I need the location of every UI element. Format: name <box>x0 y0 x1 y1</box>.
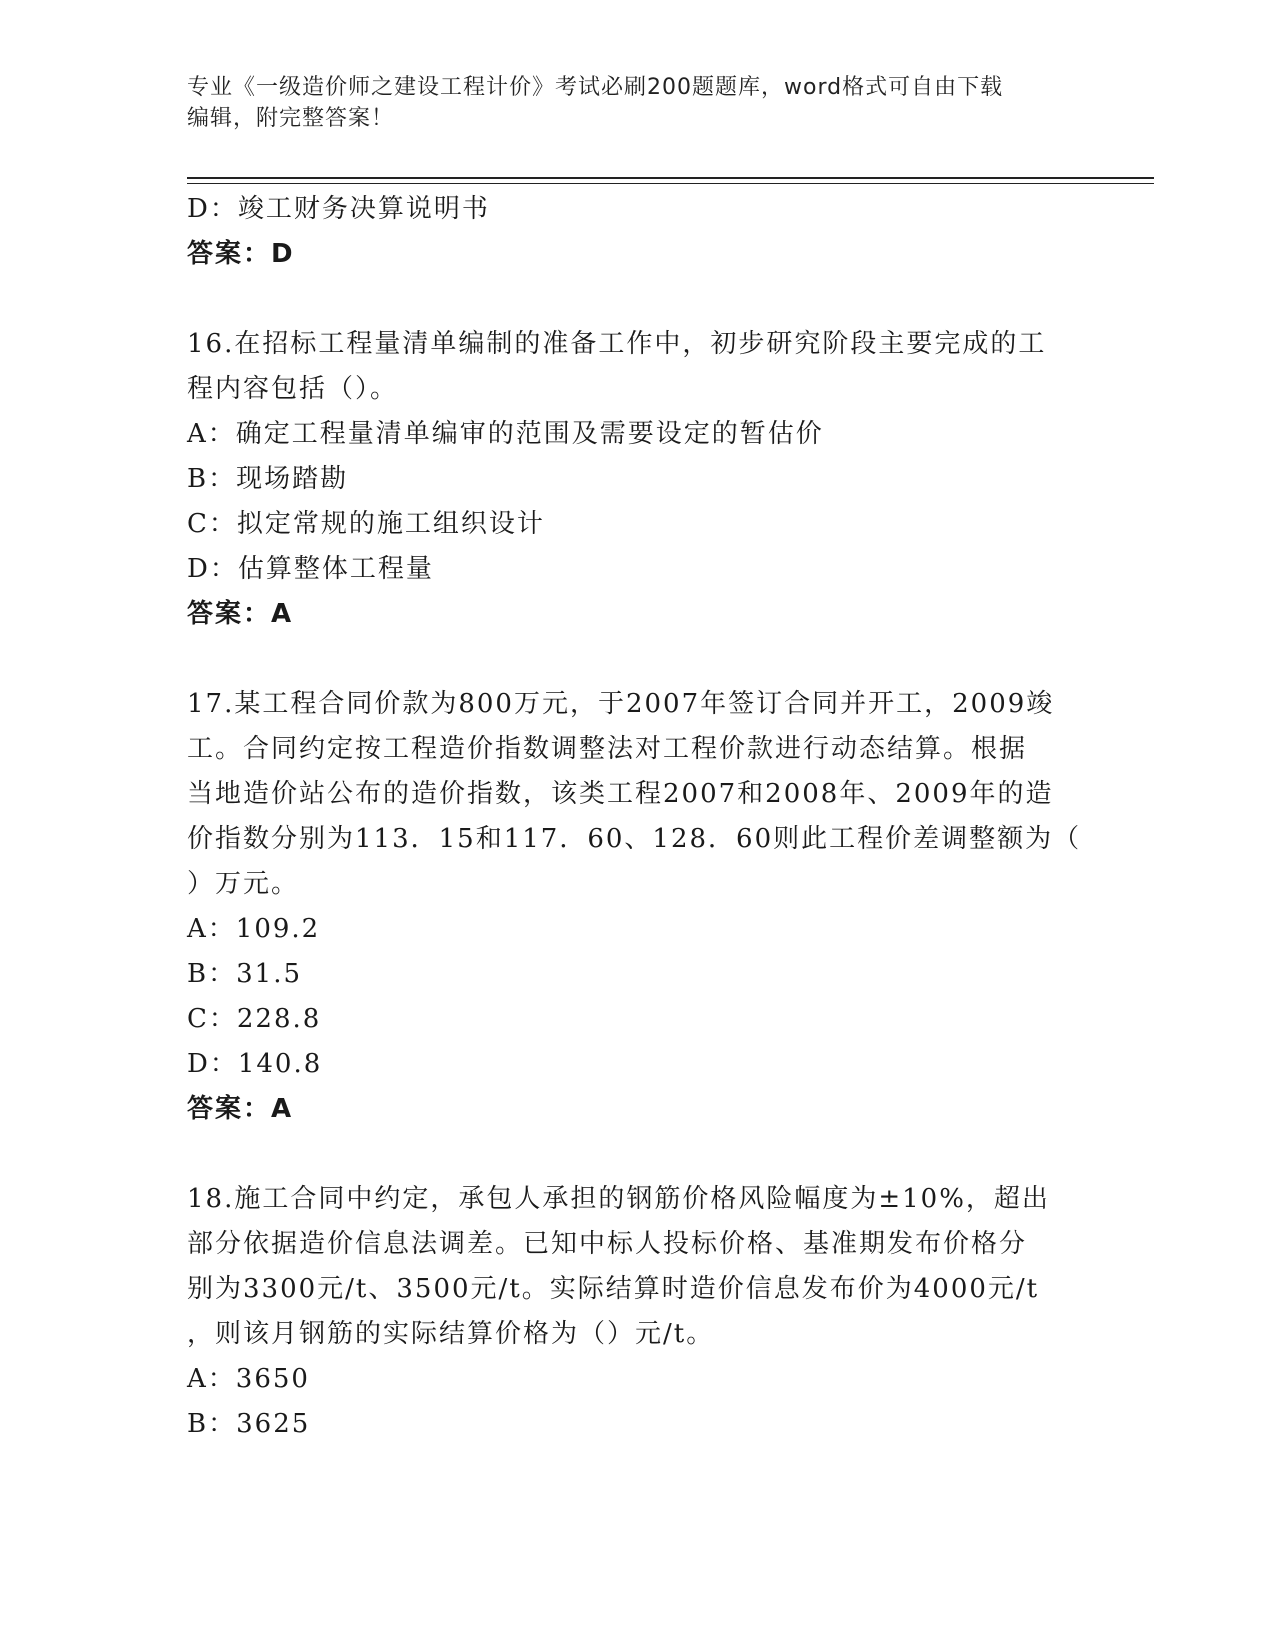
q16-option-b: B：现场踏勘 <box>187 464 349 494</box>
q17-option-a: A：109.2 <box>187 914 321 944</box>
header-line-2: 编辑，附完整答案！ <box>187 106 395 131</box>
q18-stem-line-3: 别为3300元/t、3500元/t。实际结算时造价信息发布价为4000元/t <box>187 1274 1040 1304</box>
q16-option-d: D：估算整体工程量 <box>187 554 434 584</box>
q17-option-b: B：31.5 <box>187 959 302 989</box>
q16-option-c: C：拟定常规的施工组织设计 <box>187 509 545 539</box>
q16-stem-line-1: 16.在招标工程量清单编制的准备工作中，初步研究阶段主要完成的工 <box>187 329 1047 359</box>
q15-answer: 答案：D <box>187 239 295 269</box>
q18-option-b: B：3625 <box>187 1409 311 1439</box>
q15-option-d: D：竣工财务决算说明书 <box>187 194 490 224</box>
spacer <box>187 1132 1067 1177</box>
q17-option-d: D：140.8 <box>187 1049 323 1079</box>
q18-stem-line-4: ，则该月钢筋的实际结算价格为（）元/t。 <box>187 1319 715 1349</box>
q16-option-a: A：确定工程量清单编审的范围及需要设定的暂估价 <box>187 419 824 449</box>
spacer <box>187 277 1067 322</box>
q17-option-c: C：228.8 <box>187 1004 322 1034</box>
header-rule-thin <box>187 183 1154 184</box>
q16-answer: 答案：A <box>187 599 294 629</box>
q17-answer: 答案：A <box>187 1094 294 1124</box>
q16-stem-line-2: 程内容包括（）。 <box>187 374 399 404</box>
q18-stem-line-2: 部分依据造价信息法调差。已知中标人投标价格、基准期发布价格分 <box>187 1229 1028 1259</box>
question-content <box>187 187 1082 1447</box>
q17-stem-line-2: 工。合同约定按工程造价指数调整法对工程价款进行动态结算。根据 <box>187 734 1028 764</box>
spacer <box>187 637 1067 682</box>
header-rule-thick <box>187 177 1154 179</box>
q17-stem-line-4: 价指数分别为113．15和117．60、128．60则此工程价差调整额为（ <box>187 824 1082 854</box>
q17-stem-line-3: 当地造价站公布的造价指数，该类工程2007和2008年、2009年的造 <box>187 779 1054 809</box>
header-line-1: 专业《一级造价师之建设工程计价》考试必刷200题题库，word格式可自由下载 <box>187 75 1004 100</box>
q18-stem-line-1: 18.施工合同中约定，承包人承担的钢筋价格风险幅度为±10%，超出 <box>187 1184 1050 1214</box>
q17-stem-line-5: ）万元。 <box>187 869 300 899</box>
q17-stem-line-1: 17.某工程合同价款为800万元，于2007年签订合同并开工，2009竣 <box>187 689 1055 719</box>
q18-option-a: A：3650 <box>187 1364 310 1394</box>
document-header <box>187 72 1067 134</box>
